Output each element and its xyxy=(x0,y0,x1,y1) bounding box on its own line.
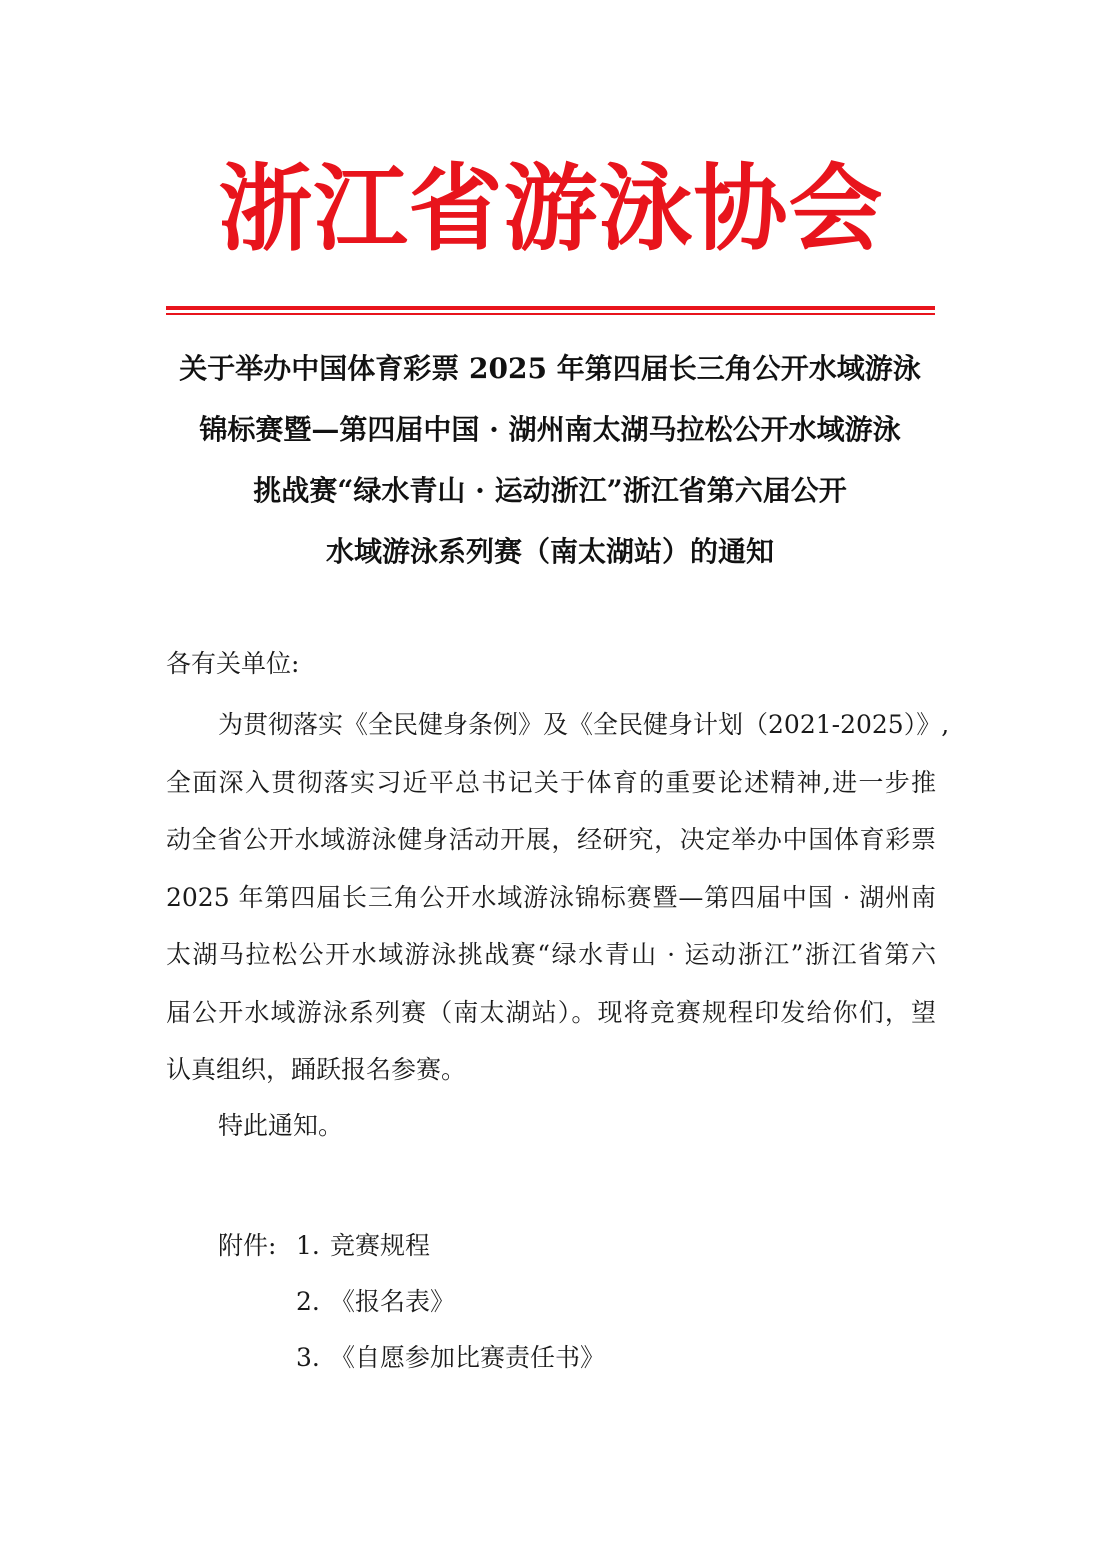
body-line: 动全省公开水域游泳健身活动开展，经研究，决定举办中国体育彩票 xyxy=(166,825,936,854)
body-line: 为贯彻落实《全民健身条例》及《全民健身计划（2021-2025）》, xyxy=(218,710,950,739)
body-line: 认真组织，踊跃报名参赛。 xyxy=(166,1055,467,1084)
attachment-text: 竞赛规程 xyxy=(330,1231,431,1260)
body-line: 太湖马拉松公开水域游泳挑战赛“绿水青山 · 运动浙江”浙江省第六 xyxy=(166,940,936,969)
attachments-label: 附件: xyxy=(218,1231,277,1260)
attachment-text: 《自愿参加比赛责任书》 xyxy=(330,1343,606,1372)
body-line: 2025 年第四届长三角公开水域游泳锦标赛暨—第四届中国 · 湖州南 xyxy=(166,882,936,912)
title-line: 挑战赛“绿水青山 · 运动浙江”浙江省第六届公开 xyxy=(253,474,847,507)
attachment-text: 《报名表》 xyxy=(330,1287,456,1316)
attachments-list xyxy=(218,1218,605,1386)
salutation: 各有关单位: xyxy=(166,649,300,678)
attachment-number: 1. xyxy=(296,1231,320,1260)
body-paragraph xyxy=(166,696,950,1099)
title-line: 关于举办中国体育彩票 2025 年第四届长三角公开水域游泳 xyxy=(179,352,921,385)
title-line: 水域游泳系列赛（南太湖站）的通知 xyxy=(325,535,774,568)
title-line: 锦标赛暨—第四届中国 · 湖州南太湖马拉松公开水域游泳 xyxy=(199,413,901,446)
body-line: 届公开水域游泳系列赛（南太湖站）。现将竞赛规程印发给你们，望 xyxy=(166,997,936,1027)
attachment-item xyxy=(218,1218,605,1274)
attachment-number: 3. xyxy=(296,1343,320,1372)
attachment-item xyxy=(218,1330,605,1386)
masthead-rule-thick xyxy=(166,306,935,310)
document-title xyxy=(150,338,950,582)
masthead-rule-thin xyxy=(166,313,935,315)
body-line: 全面深入贯彻落实习近平总书记关于体育的重要论述精神,进一步推 xyxy=(166,767,936,797)
attachment-number: 2. xyxy=(296,1287,320,1316)
masthead-org-name: 浙江省游泳协会 xyxy=(218,155,884,264)
closing-remark: 特此通知。 xyxy=(218,1111,344,1140)
attachment-item xyxy=(218,1274,605,1330)
